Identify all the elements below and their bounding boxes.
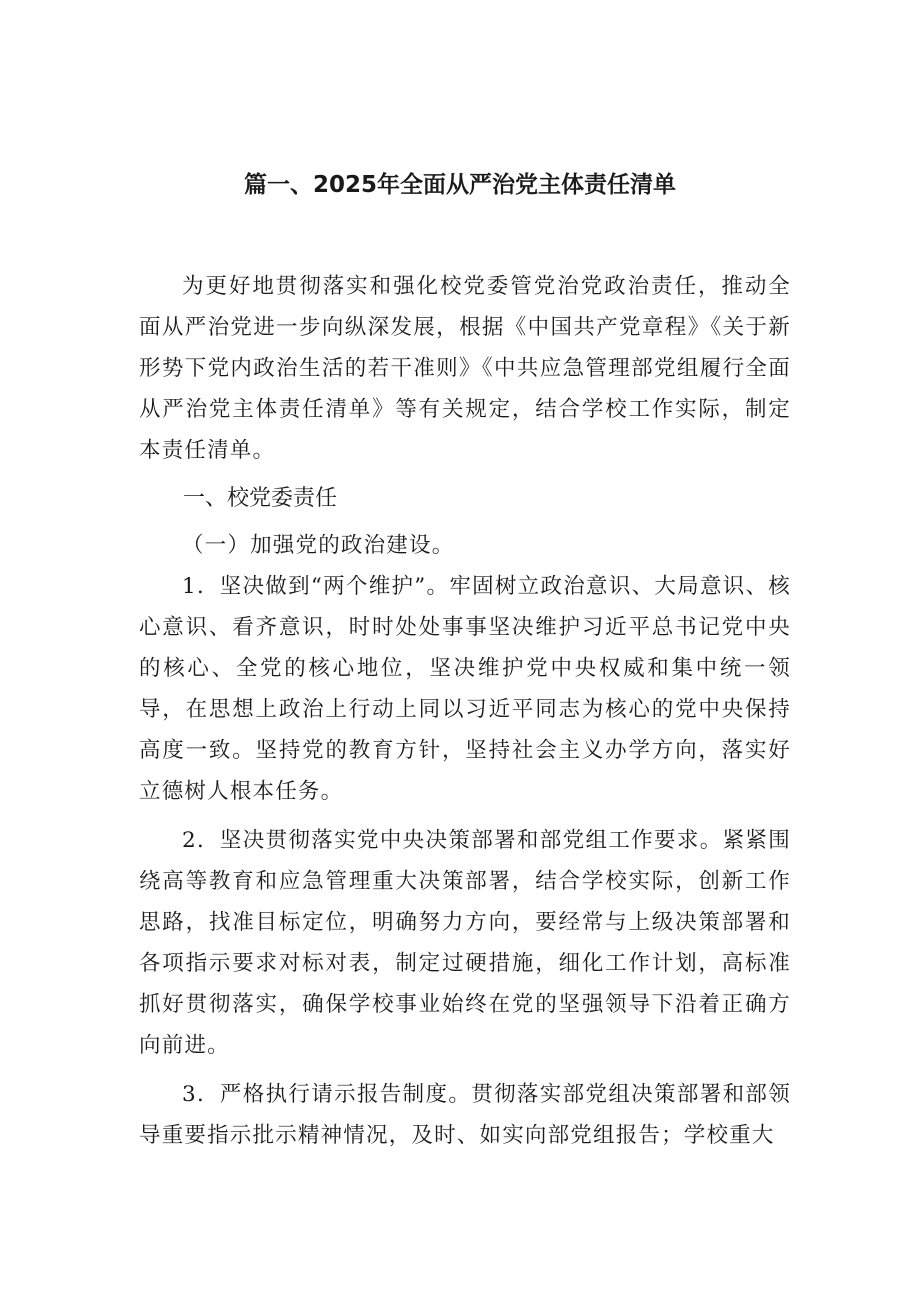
list-item-3: 3．严格执行请示报告制度。贯彻落实部党组决策部署和部领导重要指示批示精神情况，及时、如实向部党组报告；学校重大 (139, 1082, 791, 1148)
document-title: 篇一、2025年全面从严治党主体责任清单 (243, 172, 676, 198)
section-heading: 一、校党委责任 (183, 486, 338, 511)
list-item-2: 2．坚决贯彻落实党中央决策部署和部党组工作要求。紧紧围绕高等教育和应急管理重大决策部署，结合学校实际，创新工作思路，找准目标定位，明确努力方向，要经常与上级决策部署和各项指示要求对标对表，制定过硬措施，细化工作计划，高标准抓好贯彻落实，确保学校事业始终在党的坚强领导下沿着正确方向前进。 (139, 828, 791, 1058)
subsection-heading: （一）加强党的政治建设。 (182, 533, 455, 558)
list-item-1: 1．坚决做到“两个维护”。牢固树立政治意识、大局意识、核心意识、看齐意识，时时处处事事坚决维护习近平总书记党中央的核心、全党的核心地位，坚决维护党中央权威和集中统一领导，在思想上政治上行动上同以习近平同志为核心的党中央保持高度一致。坚持党的教育方针，坚持社会主义办学方向，落实好立德树人根本任务。 (139, 574, 791, 804)
intro-paragraph: 为更好地贯彻落实和强化校党委管党治党政治责任，推动全面从严治党进一步向纵深发展，根据《中国共产党章程》《关于新形势下党内政治生活的若干准则》《中共应急管理部党组履行全面从严治党主体责任清单》等有关规定，结合学校工作实际，制定本责任清单。 (139, 274, 791, 463)
document-body (139, 266, 791, 1156)
